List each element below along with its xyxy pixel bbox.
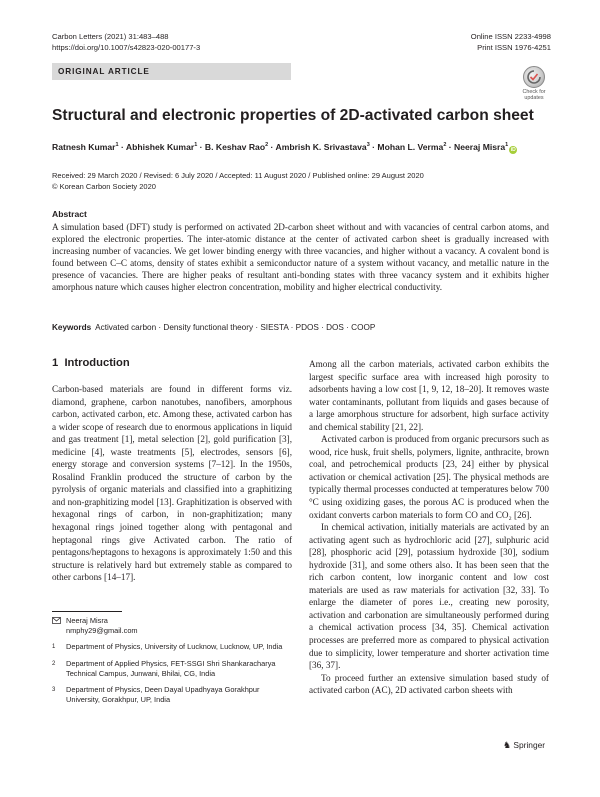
issn-block bbox=[471, 31, 551, 53]
date-history: Received: 29 March 2020 / Revised: 6 July 2020 / Accepted: 11 August 2020 / Published online: 29 August 2020 bbox=[52, 171, 424, 180]
author-name[interactable]: Ratnesh Kumar bbox=[52, 141, 116, 152]
author-name[interactable]: Abhishek Kumar bbox=[125, 141, 195, 152]
orcid-icon[interactable]: iD bbox=[510, 146, 516, 153]
footnotes bbox=[52, 616, 292, 711]
article-type-banner: ORIGINAL ARTICLE bbox=[52, 63, 291, 80]
author-affiliation-mark: 1 bbox=[115, 142, 119, 148]
body-paragraph: Carbon-based materials are found in different forms viz. diamond, graphene, carbon nanotubes, nanofibers, amorphous carbon, activated carbon, etc. Among these, activated carbon has a wider scope of research due to enormous applications in liquid and gas treatment [1], metal selection [2], gold purification [3], medicine [4], waste treatments [5], electrodes, sensors [6], energy storage and conversion systems [7–12]. In the 1950s, Rosalind Franklin produced the structure of carbon by the pyrolysis of organic materials and classified into a graphitizing and non-graphitizing model [13]. Graphitization is observed with hexagonal rings of carbon, in non-graphitization; many hexagonal rings joined together along with pentagonal and heptagonal rings give Activated carbon. The ratio of pentagons/heptagons to hexagons is approximately 1:50 and this structure is relatively hard but extremely stable as compared to other carbons [14–17]. bbox=[52, 384, 292, 583]
author-name[interactable]: Mohan L. Verma bbox=[377, 141, 444, 152]
corresponding-name: Neeraj Misra bbox=[66, 616, 108, 625]
corresponding-author bbox=[52, 616, 292, 636]
abstract-text: A simulation based (DFT) study is performed on activated 2D-carbon sheet without and with vacancies of central carbon atoms, and explored the electronic properties. The inter-atomic distance at the center of activated carbon sheet is gradually increased with increasing number of vacancies. We get lower binding energy with three vacancies, and higher without a vacancy. A covalent bond is found between C–C atoms, density of states exhibit a semiconductor nature of a system without vacancy, and metallic nature in the presence of vacancies. There are higher peaks of resultant anti-bonding states with three vacancy system and it exhibits higher amorphous nature which causes higher electron concentration, mobility and higher electrical conductivity. bbox=[52, 222, 549, 293]
author-affiliation-mark: 2 bbox=[443, 142, 447, 148]
affiliation-mark: 2 bbox=[52, 660, 56, 667]
author-affiliation-mark: 1 bbox=[505, 142, 509, 148]
author-affiliation-mark: 1 bbox=[194, 142, 198, 148]
section-title: Introduction bbox=[64, 357, 130, 369]
author-name[interactable]: B. Keshav Rao bbox=[204, 141, 266, 152]
publication-dates bbox=[52, 170, 552, 192]
abstract-heading: Abstract bbox=[52, 209, 87, 219]
journal-header bbox=[52, 31, 200, 53]
corresponding-email[interactable]: nmphy29@gmail.com bbox=[66, 626, 138, 636]
body-paragraph: To proceed further an extensive simulation based study of activated carbon (AC), 2D activated carbon sheets with bbox=[309, 672, 549, 696]
print-issn: Print ISSN 1976-4251 bbox=[477, 43, 551, 52]
body-paragraph: Activated carbon is produced from organic precursors such as wood, rice husk, fruit shells, polymers, lignite, anthracite, brown coal, and petrochemical products [23, 24] either by physical activation or chemical activation [25]. The physical methods are typically thermal processes conducted at temperatures below 700 °C using oxidizing gases, the porous AC is produced when the oxidant converts carbon materials to form CO and CO₂ [26]. bbox=[309, 434, 549, 520]
author-affiliation-mark: 2 bbox=[265, 142, 269, 148]
footnote-divider bbox=[52, 611, 122, 612]
right-column bbox=[309, 358, 549, 697]
affiliation-text: Department of Applied Physics, FET-SSGI Shri Shankaracharya Technical Campus, Junwani, Bhilai, CG, India bbox=[66, 658, 276, 678]
check-for-updates-button[interactable] bbox=[519, 66, 549, 100]
affiliation-text: Department of Physics, University of Lucknow, Lucknow, UP, India bbox=[66, 642, 283, 652]
section-number: 1 bbox=[52, 357, 59, 369]
author-affiliation-mark: 3 bbox=[366, 142, 370, 148]
keywords-line bbox=[52, 322, 549, 333]
copyright-line: © Korean Carbon Society 2020 bbox=[52, 182, 156, 191]
springer-horse-icon: ♞ bbox=[503, 740, 512, 750]
envelope-icon bbox=[52, 617, 61, 627]
check-updates-label bbox=[519, 89, 549, 101]
journal-citation: Carbon Letters (2021) 31:483–488 bbox=[52, 32, 169, 41]
left-column bbox=[52, 383, 292, 584]
check-updates-line2: updates bbox=[524, 95, 544, 101]
doi-link[interactable]: https://doi.org/10.1007/s42823-020-00177-3 bbox=[52, 43, 201, 52]
check-updates-line1: Check for bbox=[522, 89, 546, 95]
affiliation-item bbox=[52, 685, 292, 705]
online-issn: Online ISSN 2233-4998 bbox=[470, 32, 551, 41]
affiliation-item bbox=[52, 659, 292, 679]
author-separator: · bbox=[197, 141, 205, 152]
author-list bbox=[52, 139, 552, 154]
paper-title: Structural and electronic properties of 2D-activated carbon sheet bbox=[52, 107, 534, 124]
check-updates-icon bbox=[523, 66, 545, 88]
author-separator: · bbox=[369, 141, 378, 152]
author-separator: · bbox=[118, 141, 126, 152]
author-separator: · bbox=[446, 141, 455, 152]
affiliation-mark: 3 bbox=[52, 687, 56, 694]
keywords-label: Keywords bbox=[52, 323, 92, 332]
body-paragraph: Among all the carbon materials, activated carbon exhibits the largest specific surface area with increased high porosity to adsorbents having a low cost [1, 9, 12, 18–20]. It removes waste water contaminants, pollutant from liquids and gases because of a large amorphous structure for adsorbent, high surface activity and chemical stability [21, 22]. bbox=[309, 359, 549, 432]
publisher-name: Springer bbox=[513, 740, 546, 750]
affiliation-mark: 1 bbox=[52, 644, 56, 651]
section-heading bbox=[52, 357, 130, 369]
author-name[interactable]: Ambrish K. Srivastava bbox=[275, 141, 367, 152]
author-separator: · bbox=[268, 141, 276, 152]
publisher-logo bbox=[503, 740, 545, 751]
keywords-list: Activated carbon · Density functional theory · SIESTA · PDOS · DOS · COOP bbox=[95, 323, 376, 332]
affiliation-item bbox=[52, 642, 292, 652]
affiliation-text: Department of Physics, Deen Dayal Upadhyaya Gorakhpur University, Gorakhpur, UP, India bbox=[66, 685, 260, 705]
body-paragraph: In chemical activation, initially materials are activated by an activating agent such as hydrochloric acid [27], sulphuric acid [28], phosphoric acid [29], potassium hydroxide [30], sodium hydroxide [31], and some others also. It has been seen that the rich carbon content, low inorganic content and low cost materials are used as raw materials for activation [32, 33]. To enlarge the diameter of pores i.e., creating new porosity, activation and carbonation are simultaneously performed during a chemical activation process [34, 35]. Chemical activation processes are preferred more as compared to physical activation due to simplicity, lower temperature and shorter activation time [36, 37]. bbox=[309, 522, 549, 671]
author-name[interactable]: Neeraj Misra bbox=[454, 141, 506, 152]
